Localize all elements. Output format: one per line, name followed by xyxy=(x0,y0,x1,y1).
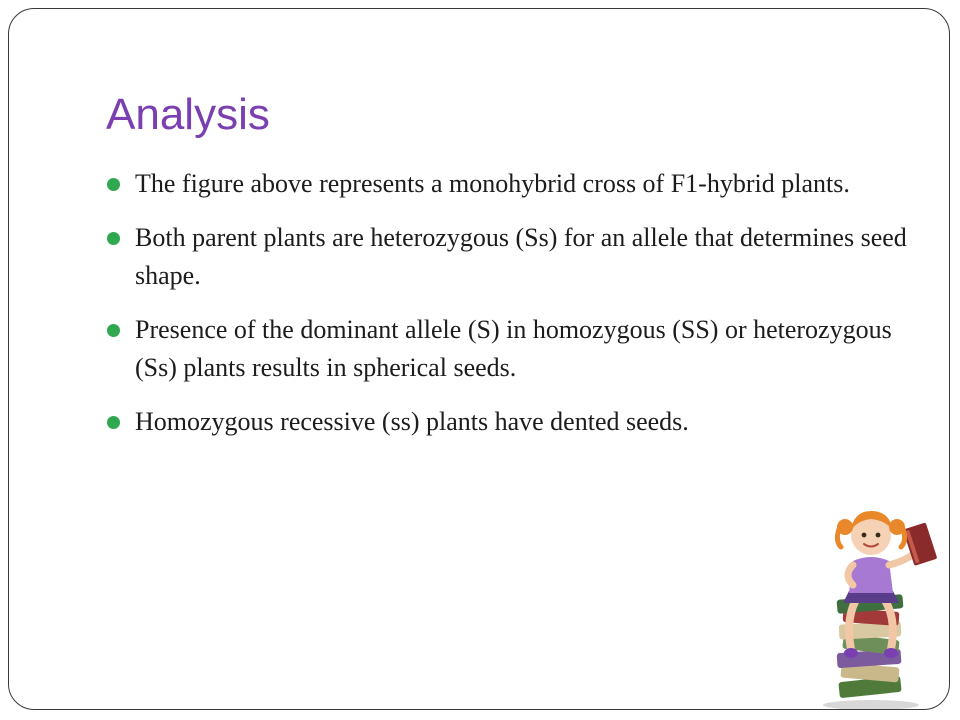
bullet-text: Homozygous recessive (ss) plants have dented seeds. xyxy=(135,407,689,436)
bullet-text: Presence of the dominant allele (S) in homozygous (SS) or heterozygous (Ss) plants results in spherical seeds. xyxy=(135,315,892,382)
slide-title: Analysis xyxy=(106,90,270,139)
bullet-text: Both parent plants are heterozygous (Ss) for an allele that determines seed shape. xyxy=(135,223,907,290)
slide xyxy=(8,8,950,710)
bullet-text: The figure above represents a monohybrid cross of F1-hybrid plants. xyxy=(135,169,850,198)
green-dot-icon xyxy=(107,416,120,429)
bullet-item xyxy=(105,311,925,387)
bullet-item xyxy=(105,403,925,441)
green-dot-icon xyxy=(107,324,120,337)
bullet-item xyxy=(105,165,925,203)
girl-reading-on-books-icon xyxy=(809,499,949,710)
bullet-item xyxy=(105,219,925,295)
green-dot-icon xyxy=(107,232,120,245)
green-dot-icon xyxy=(107,178,120,191)
bullet-list xyxy=(105,165,925,457)
